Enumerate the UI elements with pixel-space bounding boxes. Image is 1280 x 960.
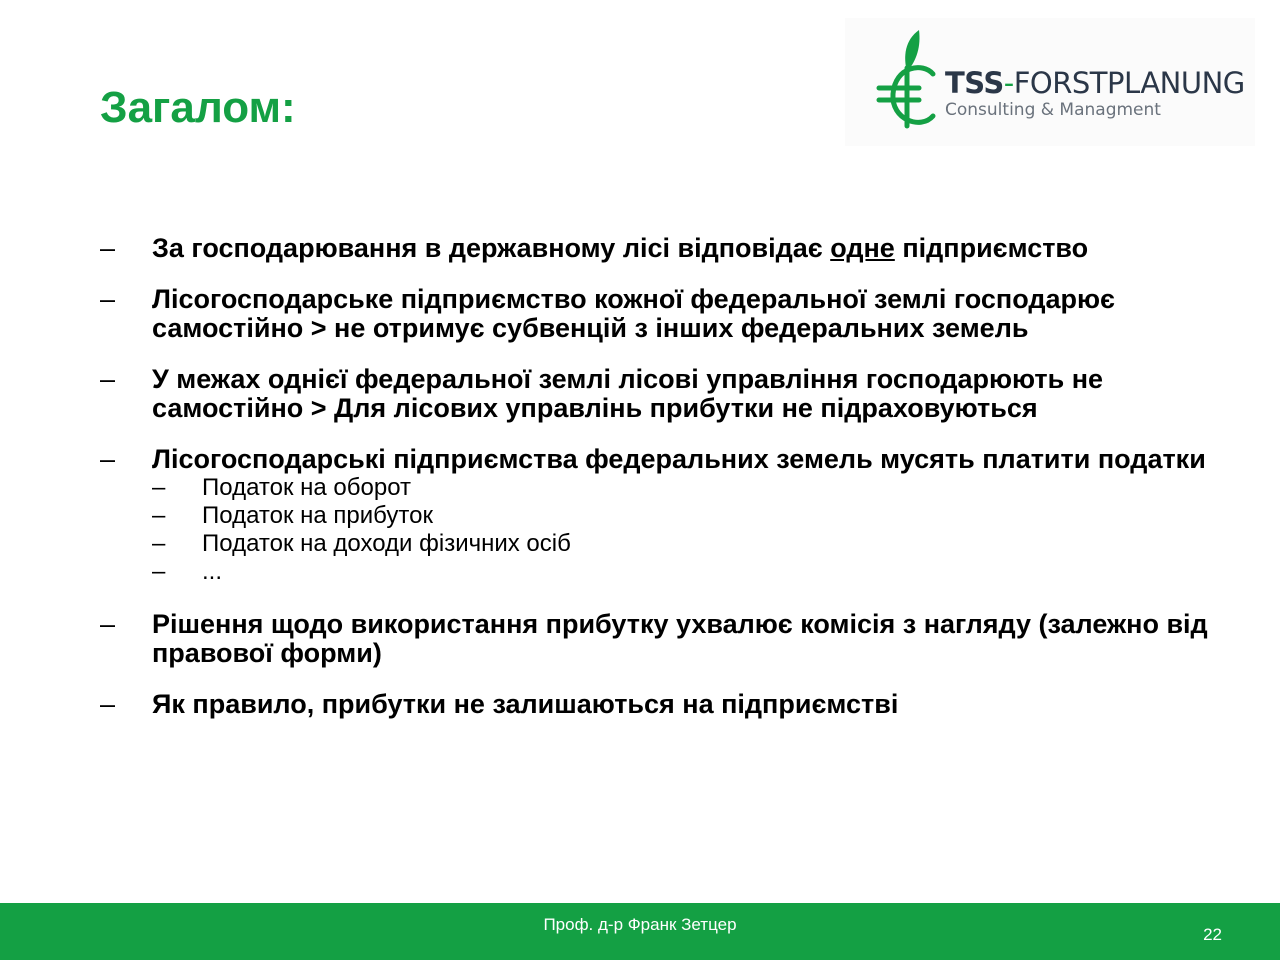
logo-brand-dash: - [1003, 66, 1014, 100]
bullet-item [100, 610, 1210, 668]
bullet-marker: – [100, 609, 116, 639]
bullet-text: У межах однієї федеральної землі лісові управління господарюють не самостійно > Для лісових управлінь прибутки не підраховуються [152, 364, 1104, 423]
sub-bullet-item [152, 502, 1210, 530]
bullet-text: Лісогосподарські підприємства федеральних земель мусять платити податки [152, 444, 1206, 474]
sub-bullet-marker: – [152, 558, 166, 585]
bullet-item [100, 285, 1210, 343]
slide-footer [0, 903, 1280, 960]
sub-bullet-text: ... [202, 558, 223, 585]
sub-bullet-text: Податок на прибуток [202, 502, 433, 529]
logo-brand-rest: FORSTPLANUNG [1013, 66, 1245, 100]
sub-bullet-marker: – [152, 530, 166, 557]
slide-title: Загалом: [100, 83, 296, 132]
bullet-item [100, 365, 1210, 423]
sub-bullet-marker: – [152, 474, 166, 501]
sub-bullet-item [152, 474, 1210, 502]
sub-bullet-item [152, 530, 1210, 558]
bullet-marker: – [100, 284, 116, 314]
sub-bullet-item [152, 558, 1210, 586]
bullet-text: Рішення щодо використання прибутку ухвалює комісія з нагляду (залежно від правової форми) [152, 609, 1208, 668]
sub-bullet-marker: – [152, 502, 166, 529]
logo-subtitle: Consulting & Managment [945, 100, 1161, 120]
bullet-text: Як правило, прибутки не залишаються на підприємстві [152, 689, 899, 719]
bullet-item [100, 690, 1210, 719]
sub-bullet-text: Податок на оборот [202, 474, 412, 501]
bullet-list [100, 234, 1210, 741]
bullet-marker: – [100, 233, 116, 263]
logo-brand-bold: TSS [945, 66, 1004, 100]
sub-bullet-text: Податок на доходи фізичних осіб [202, 530, 571, 557]
bullet-text: Лісогосподарське підприємство кожної федеральної землі господарює самостійно > не отримує субвенцій з інших федеральних земель [152, 284, 1115, 343]
bullet-item [100, 445, 1210, 586]
sprout-euro-icon [875, 26, 945, 138]
bullet-item [100, 234, 1210, 263]
bullet-text: За господарювання в державному лісі відповідає [152, 233, 831, 263]
company-logo [845, 18, 1255, 146]
bullet-marker: – [100, 444, 116, 474]
footer-author: Проф. д-р Франк Зетцер [543, 915, 737, 934]
bullet-marker: – [100, 689, 116, 719]
page-number: 22 [1203, 925, 1222, 944]
bullet-emphasis: одне [830, 233, 895, 263]
logo-brand [945, 66, 1245, 100]
bullet-text: підприємство [894, 233, 1089, 263]
sub-bullet-list [152, 474, 1210, 586]
bullet-marker: – [100, 364, 116, 394]
